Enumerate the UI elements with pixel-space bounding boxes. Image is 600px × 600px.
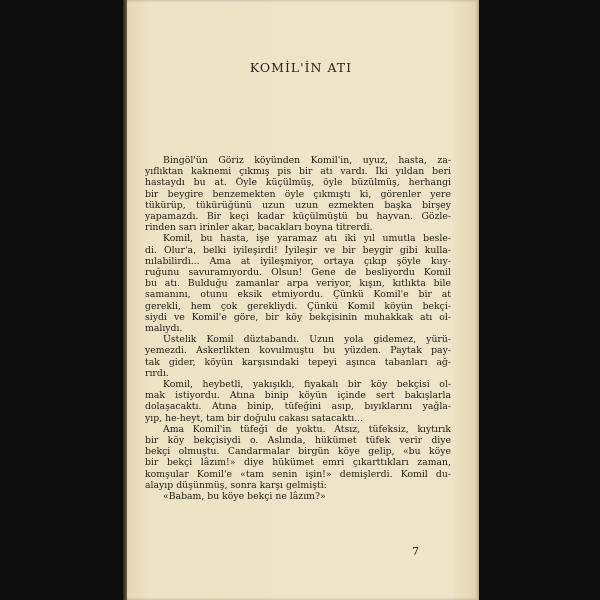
paragraph: [145, 424, 451, 502]
text-line: tak gider, köyün karşısındaki tepeyi aşınca tabanları ağ-: [145, 356, 451, 368]
text-line: yemezdi. Askerlikten kovulmuştu bu yüzden. Paytak pay-: [145, 345, 451, 357]
text-line: Bingöl'ün Göriz köyünden Komil'in, uyuz, hasta, za-: [163, 155, 451, 166]
paragraph: [145, 155, 451, 233]
text-line: Üstelik Komil düztabandı. Uzun yola gidemez, yürü-: [163, 334, 451, 346]
text-line: hastaydı bu at. Öyle küçülmüş, öyle büzülmüş, herhangi: [145, 177, 451, 189]
text-line: rırdı.: [145, 367, 169, 379]
paragraph: [145, 379, 451, 424]
text-line: malıydı.: [145, 323, 183, 335]
text-line: bir bekçi lâzım!» diye hükümet emri çıkarttıkları zaman,: [145, 457, 451, 469]
text-line: bekçi olmuştu. Candarmalar birgün köye gelip, «bu köye: [145, 446, 451, 458]
text-line: yıflıktan kaknemi çıkmış pis bir atı vardı. İki yıldan beri: [145, 166, 451, 178]
text-line: di. Olur'a, belki iyileşirdi! İyileşir ve bir beygir gibi kulla-: [145, 244, 451, 256]
text-line: bir köy bekçisiydi o. Aslında, hükümet tüfek verir diye: [145, 435, 451, 447]
text-line: tükürüp, tükürüğünü uzun uzun ezmekten başka birşey: [145, 199, 451, 211]
book-page: [123, 0, 479, 600]
text-line: komşular Komil'e «tam senin işin!» demişlerdi. Komil du-: [145, 468, 451, 480]
text-line: Ama Komil'in tüfeği de yoktu. Atsız, tüfeksiz, kıytırık: [163, 423, 451, 435]
paragraph: [145, 334, 451, 379]
book-spine-shadow: [123, 0, 127, 600]
text-line: yapamazdı. Bir keçi kadar küçülmüştü bu hayvan. Gözle-: [145, 211, 451, 223]
text-line: ruğunu savuramıyordu. Olsun! Gene de besliyordu Komil: [145, 267, 451, 279]
chapter-title: KOMİL'İN ATI: [249, 60, 353, 75]
text-line: samanını, otunu eksik etmiyordu. Çünkü Komil'e bir at: [145, 289, 451, 301]
page-number: 7: [412, 545, 419, 558]
text-line: «Babam, bu köye bekçi ne lâzım?»: [163, 491, 326, 503]
text-line: Komil, bu hasta, işe yaramaz atı iki yıl umutla besle-: [163, 233, 451, 245]
text-line: gerekli, hem çok gerekliydi. Çünkü Komil köyün bekçi-: [145, 300, 451, 312]
text-line: yıp, he-heyt, tam bir doğulu cakası satacaktı...: [145, 412, 364, 424]
text-line: rinden sarı irinler akar, bacakları boyna titrerdi.: [145, 222, 373, 234]
text-line: siydi ve Komil'e göre, bir köy bekçisinin muhakkak atı ol-: [145, 311, 451, 323]
page-edge: [476, 0, 479, 600]
text-line: bir beygire benzemekten öyle çıkmıştı ki, görenler yere: [145, 188, 451, 200]
text-line: Komil, heybetli, yakışıklı, fiyakalı bir köy bekçisi ol-: [163, 379, 451, 391]
body-text: [145, 155, 451, 502]
text-line: mak istiyordu. Atına binip köyün içinde sert bakışlarla: [145, 390, 451, 402]
text-line: dolaşacaktı. Atına binip, tüfeğini asıp, bıyıklarını yağla-: [145, 401, 451, 413]
text-line: alayıp düşünmüş, sonra karşı gelmişti:: [145, 479, 327, 491]
paragraph: [145, 233, 451, 334]
text-line: bu atı. Bulduğu zamanlar arpa veriyor, kışın, kıtlıkta bile: [145, 278, 451, 290]
text-line: nılabilirdi... Ama at iyileşmiyor, ortaya çıkıp şöyle kuy-: [145, 255, 451, 267]
